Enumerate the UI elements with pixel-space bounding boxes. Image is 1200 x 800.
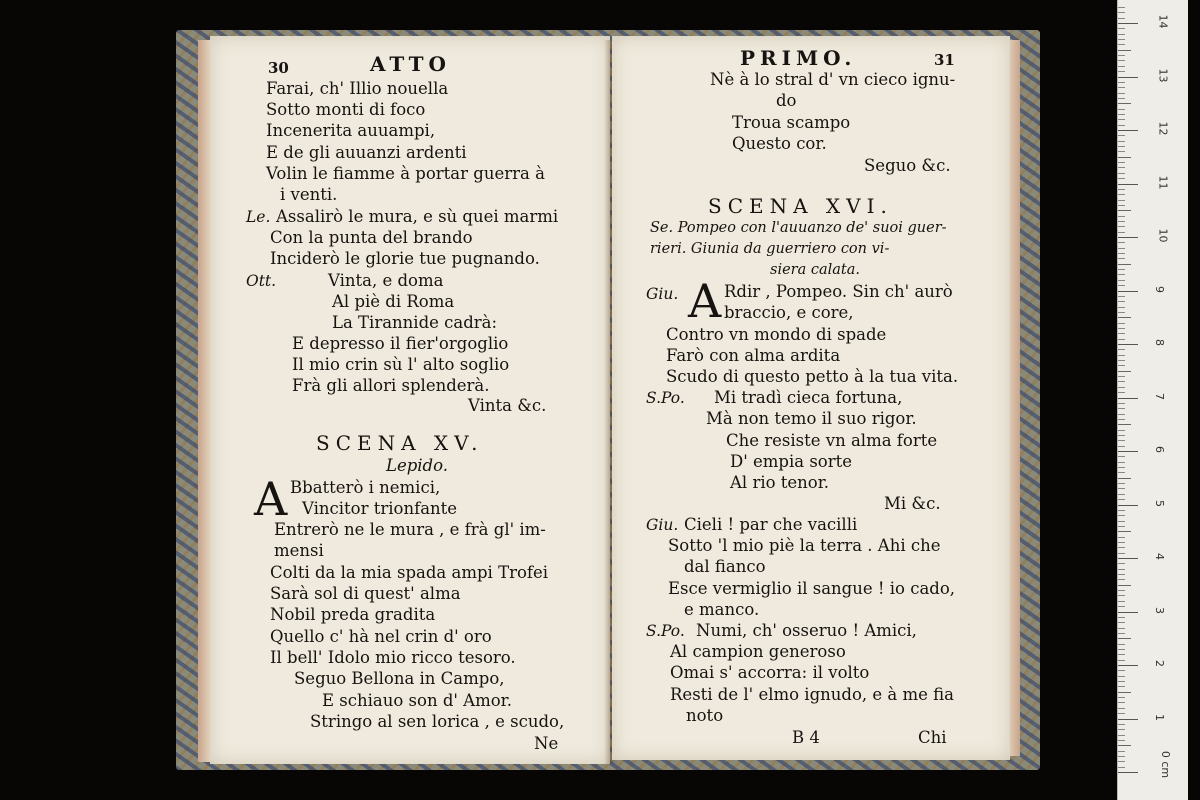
cue-line: Vinta &c. [468,396,547,415]
ruler-tick [1118,34,1125,35]
ruler-tick [1118,563,1125,564]
text-line: Entrerò ne le mura , e frà gl' im- [274,520,546,539]
ruler-tick [1118,344,1138,345]
ruler-tick [1118,697,1125,698]
ruler-tick [1118,381,1125,382]
ruler-tick [1118,510,1125,511]
ruler-number: 12 [1156,121,1170,136]
ruler-number: 13 [1156,68,1170,82]
ruler-number: 3 [1153,606,1166,614]
text-line: Quello c' hà nel crin d' oro [270,627,492,646]
ruler-tick [1118,633,1125,634]
ruler-tick [1118,312,1125,313]
ruler-tick [1118,569,1125,570]
ruler-tick [1118,178,1125,179]
ruler-tick [1118,264,1131,265]
ruler-tick [1118,125,1125,126]
ruler-tick [1118,537,1125,538]
ruler-number: 6 [1153,446,1166,453]
ruler-tick [1118,349,1125,350]
ruler-tick [1118,82,1125,83]
text-line: Frà gli allori splenderà. [292,376,490,395]
ruler-tick [1118,194,1125,195]
ruler-tick [1118,558,1138,559]
ruler-tick [1118,151,1125,152]
page-number: 30 [268,59,289,77]
text-line: Contro vn mondo di spade [666,325,887,344]
text-line: Esce vermiglio il sangue ! io cado, [668,579,956,598]
text-line: do [776,91,797,110]
ruler-number: 7 [1153,392,1166,400]
text-line: Numi, ch' osseruo ! Amici, [696,621,917,640]
text-line: Incenerita auuampi, [266,121,436,140]
text-line: E schiauo son d' Amor. [322,691,512,710]
ruler-tick [1118,681,1125,682]
ruler-tick [1118,660,1125,661]
ruler-number: 10 [1156,228,1170,243]
text-line: Sotto monti di foco [266,100,426,119]
text-line: Omai s' accorra: il volto [670,663,870,682]
ruler-tick [1118,579,1125,580]
ruler-tick [1118,258,1125,259]
ruler-tick [1118,451,1138,452]
text-line: Scudo di questo petto à la tua vita. [666,367,959,386]
text-line: La Tirannide cadrà: [332,313,498,332]
cue-line: Mi &c. [884,494,941,513]
text-line: Vinta, e doma [328,271,444,290]
text-line: Volin le fiamme à portar guerra à [266,164,545,183]
text-line: Che resiste vn alma forte [726,431,938,450]
ruler-tick [1118,456,1125,457]
ruler-tick [1118,135,1125,136]
text-line: Resti de l' elmo ignudo, e à me fia [670,685,954,704]
text-line: Questo cor. [732,134,827,153]
ruler-number: 11 [1156,175,1170,189]
ruler-tick [1118,515,1125,516]
text-line: Stringo al sen lorica , e scudo, [310,712,565,731]
text-line: i venti. [280,185,338,204]
ruler-tick [1118,622,1125,623]
speaker-label: Giu. [646,516,679,534]
ruler-tick [1118,274,1125,275]
text-line: noto [686,706,724,725]
ruler-tick [1118,547,1125,548]
ruler-tick [1118,638,1131,639]
ruler-tick [1118,253,1125,254]
ruler-tick [1118,462,1125,463]
ruler-tick [1118,392,1125,393]
text-line: Troua scampo [732,113,851,132]
drop-cap: A [254,472,288,526]
ruler-tick [1118,216,1125,217]
ruler-tick [1118,398,1138,399]
ruler-tick [1118,360,1125,361]
page-number: 31 [934,51,955,69]
ruler-tick [1118,670,1125,671]
ruler-tick [1118,205,1125,206]
ruler-tick [1118,440,1125,441]
ruler-tick [1118,328,1125,329]
text-line: e manco. [684,600,760,619]
ruler-tick [1118,157,1131,158]
catchword: Ne [534,734,559,753]
text-line: Seguo Bellona in Campo, [294,669,505,688]
text-line: E de gli auuanzi ardenti [266,143,467,162]
text-line: Mà non temo il suo rigor. [706,409,917,428]
ruler-tick [1118,114,1125,115]
speaker-label: S.Po. [646,389,685,407]
text-line: Sotto 'l mio piè la terra . Ahi che [668,536,941,555]
ruler-tick [1118,60,1125,61]
ruler-tick [1118,23,1138,24]
text-line: Bbatterò i nemici, [290,478,441,497]
ruler-tick [1118,285,1125,286]
ruler-tick [1118,574,1125,575]
ruler-tick [1118,751,1125,752]
ruler-tick [1118,526,1125,527]
text-line: Al campion generoso [670,642,846,661]
text-line: Assalirò le mura, e sù quei marmi [276,207,559,226]
ruler-tick [1118,232,1125,233]
ruler-tick [1118,521,1125,522]
text-line: Nè à lo stral d' vn cieco ignu- [710,70,956,89]
ruler-tick [1118,66,1125,67]
ruler-tick [1118,467,1125,468]
ruler-tick [1118,494,1125,495]
ruler-tick [1118,339,1125,340]
ruler-tick [1118,307,1125,308]
text-line: Colti da la mia spada ampi Trofei [270,563,549,582]
ruler-tick [1118,745,1131,746]
text-line: Nobil preda gradita [270,605,436,624]
ruler-tick [1118,87,1125,88]
ruler-tick [1118,18,1125,19]
ruler-tick [1118,446,1125,447]
text-line: braccio, e core, [724,303,854,322]
ruler-tick [1118,719,1138,720]
ruler-tick [1118,531,1131,532]
ruler-tick [1118,387,1125,388]
ruler-tick [1118,408,1125,409]
ruler-tick [1118,184,1138,185]
catchword: Chi [918,728,947,747]
text-line: Con la punta del brando [270,228,473,247]
stage-direction: rieri. Giunia da guerriero con vi- [650,241,890,257]
ruler-tick [1118,478,1131,479]
ruler-tick [1118,141,1125,142]
ruler-tick [1118,98,1125,99]
text-line: Farò con alma ardita [666,346,841,365]
ruler-tick [1118,221,1125,222]
drop-cap: A [688,274,722,328]
ruler-tick [1118,376,1125,377]
ruler-tick [1118,50,1131,51]
text-line: Il bell' Idolo mio ricco tesoro. [270,648,516,667]
ruler-tick [1118,71,1125,72]
ruler-tick [1118,371,1131,372]
ruler-tick [1118,226,1125,227]
text-line: Al piè di Roma [332,292,455,311]
ruler-tick [1118,39,1125,40]
signature-mark: B 4 [792,728,820,747]
ruler-tick [1118,28,1125,29]
ruler-tick [1118,119,1125,120]
ruler-tick [1118,740,1125,741]
ruler-tick [1118,686,1125,687]
ruler-tick [1118,109,1125,110]
ruler-tick [1118,55,1125,56]
ruler-tick [1118,606,1125,607]
ruler-number: 2 [1153,660,1166,667]
ruler-tick [1118,665,1138,666]
scene-title: SCENA XVI. [708,194,893,218]
ruler-tick [1118,323,1125,324]
ruler-tick [1118,724,1125,725]
text-line: D' empia sorte [730,452,853,471]
ruler-tick [1118,483,1125,484]
ruler-tick [1118,44,1125,45]
ruler-tick [1118,628,1125,629]
ruler-tick [1118,472,1125,473]
scene-title: SCENA XV. [316,431,484,455]
text-line: Farai, ch' Illio nouella [266,79,449,98]
ruler-tick [1118,702,1125,703]
ruler-tick [1118,601,1125,602]
ruler-tick [1118,242,1125,243]
ruler-tick [1118,488,1125,489]
ruler-tick [1118,130,1138,131]
speaker-label: S.Po. [646,622,685,640]
ruler-tick [1118,280,1125,281]
scene-character: Lepido. [386,456,449,475]
right-page [612,36,1010,760]
ruler-tick [1118,12,1125,13]
running-head: ATTO [370,52,451,76]
ruler-tick [1118,692,1131,693]
ruler-tick [1118,713,1125,714]
ruler-tick [1118,7,1125,8]
ruler-tick [1118,585,1131,586]
text-line: Inciderò le glorie tue pugnando. [270,249,540,268]
speaker-label: Giu. [646,285,679,303]
ruler-tick [1118,553,1125,554]
ruler-tick [1118,162,1125,163]
ruler-tick [1118,435,1125,436]
text-line: mensi [274,541,324,560]
ruler-number: 1 [1153,713,1166,721]
text-line: Il mio crin sù l' alto soglio [292,355,510,374]
ruler-tick [1118,103,1131,104]
ruler-tick [1118,333,1125,334]
ruler-tick [1118,617,1125,618]
text-line: Rdir , Pompeo. Sin ch' aurò [724,282,953,301]
ruler-tick [1118,200,1125,201]
text-line: Cieli ! par che vacilli [684,515,858,534]
ruler-tick [1118,146,1125,147]
ruler-number: 0 cm [1159,750,1173,779]
ruler-number: 14 [1156,14,1170,29]
stage-direction: siera calata. [770,262,860,278]
ruler-tick [1118,424,1131,425]
ruler-tick [1118,167,1125,168]
ruler-tick [1118,542,1125,543]
ruler-tick [1118,173,1125,174]
text-line: Sarà sol di quest' alma [270,584,461,603]
ruler-tick [1118,365,1125,366]
ruler-tick [1118,189,1125,190]
ruler-tick [1118,317,1131,318]
ruler-tick [1118,414,1125,415]
ruler-tick [1118,595,1125,596]
ruler-tick [1118,735,1125,736]
text-line: dal fianco [684,557,766,576]
ruler-tick [1118,77,1138,78]
text-line: Mi tradì cieca fortuna, [714,388,903,407]
ruler-tick [1118,505,1138,506]
ruler-tick [1118,756,1125,757]
speaker-label: Le. [246,208,271,226]
running-head: PRIMO. [740,46,857,70]
ruler-tick [1118,772,1138,773]
ruler-tick [1118,301,1125,302]
ruler-number: 4 [1153,553,1166,560]
ruler-tick [1118,649,1125,650]
ruler-tick [1118,419,1125,420]
ruler-tick [1118,708,1125,709]
ruler-tick [1118,590,1125,591]
ruler-tick [1118,248,1125,249]
ruler-tick [1118,499,1125,500]
cue-line: Seguo &c. [864,156,951,175]
left-page [210,36,610,764]
text-line: Vincitor trionfante [302,499,458,518]
ruler-tick [1118,269,1125,270]
ruler-number: 5 [1153,499,1166,507]
ruler-tick [1118,237,1138,238]
stage-direction: Se. Pompeo con l'auuanzo de' suoi guer- [650,220,947,236]
ruler-number: 9 [1153,285,1166,293]
ruler-tick [1118,93,1125,94]
ruler-tick [1118,761,1125,762]
ruler-tick [1118,654,1125,655]
text-line: Al rio tenor. [730,473,830,492]
ruler-tick [1118,612,1138,613]
ruler-tick [1118,729,1125,730]
ruler-tick [1118,296,1125,297]
speaker-label: Ott. [246,272,277,290]
text-line: E depresso il fier'orgoglio [292,334,509,353]
ruler-tick [1118,210,1131,211]
ruler-tick [1118,430,1125,431]
ruler-tick [1118,291,1138,292]
measurement-ruler [1117,0,1188,800]
ruler-tick [1118,403,1125,404]
ruler-tick [1118,644,1125,645]
ruler-tick [1118,676,1125,677]
ruler-number: 8 [1153,339,1166,346]
ruler-tick [1118,767,1125,768]
ruler-tick [1118,355,1125,356]
